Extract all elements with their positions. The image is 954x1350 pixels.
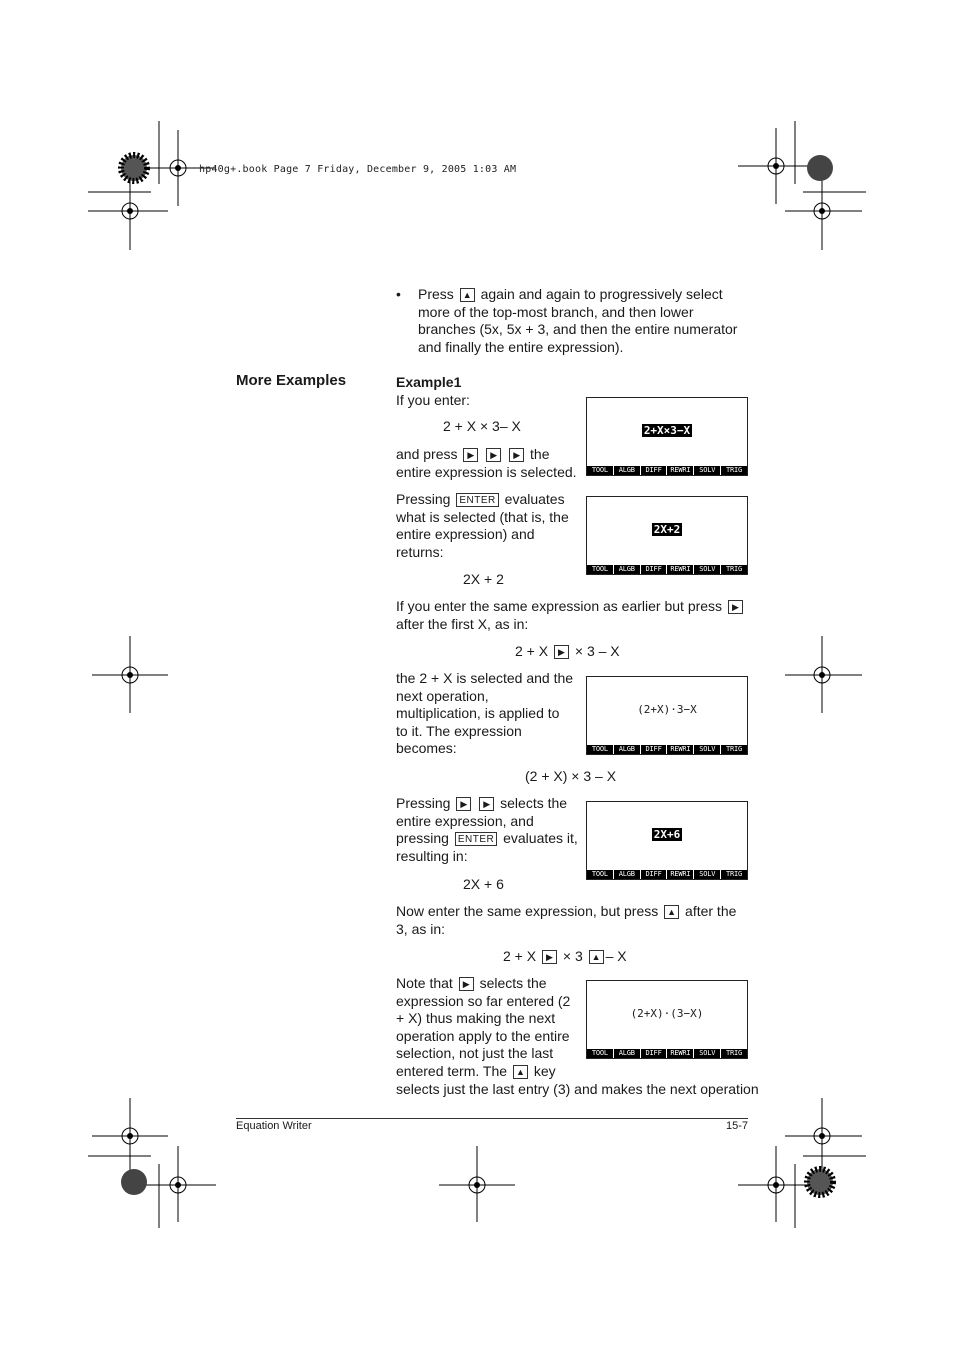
menu-solv: SOLV xyxy=(694,870,720,879)
right-key-icon: ▶ xyxy=(554,645,569,659)
right-key-icon: ▶ xyxy=(479,797,494,811)
right-key-icon: ▶ xyxy=(456,797,471,811)
menu-diff: DIFF xyxy=(641,745,667,754)
menu-trig: TRIG xyxy=(721,1049,747,1058)
text: entire expression, and xyxy=(396,812,534,829)
text: to it. The expression xyxy=(396,722,522,739)
up-key-icon: ▲ xyxy=(460,288,475,302)
text: selects the xyxy=(500,795,568,811)
para-and-press xyxy=(396,446,581,481)
menu-diff: DIFF xyxy=(641,1049,667,1058)
bullet-press: Press xyxy=(418,286,454,302)
menu-tool: TOOL xyxy=(587,466,613,475)
enter-key-icon: ENTER xyxy=(456,493,498,507)
up-key-icon: ▲ xyxy=(664,905,679,919)
menu-solv: SOLV xyxy=(694,565,720,574)
menu-trig: TRIG xyxy=(721,870,747,879)
calculator-screen-1 xyxy=(586,397,748,476)
expression-4 xyxy=(503,948,627,966)
right-key-icon: ▶ xyxy=(728,600,743,614)
right-key-icon: ▶ xyxy=(463,448,478,462)
text: + X) thus making the next xyxy=(396,1010,556,1027)
expression-2 xyxy=(515,643,620,661)
right-key-icon: ▶ xyxy=(486,448,501,462)
text: next operation, xyxy=(396,687,489,704)
para-selected xyxy=(396,670,581,758)
text: entered term. The xyxy=(396,1062,508,1079)
text: entire expression) and xyxy=(396,526,535,543)
enter-key-icon: ENTER xyxy=(455,832,497,846)
text: after the xyxy=(685,903,737,919)
text: and press xyxy=(396,446,458,462)
menu-solv: SOLV xyxy=(694,1049,720,1058)
screen-menu xyxy=(587,1049,747,1058)
text: Pressing xyxy=(396,491,451,507)
screen-menu xyxy=(587,466,747,475)
footer-rule xyxy=(236,1118,748,1119)
calculator-screen-5 xyxy=(586,980,748,1059)
menu-rewri: REWRI xyxy=(667,565,693,574)
right-key-icon: ▶ xyxy=(459,977,474,991)
text: evaluates it, xyxy=(503,830,578,847)
example-title: Example1 xyxy=(396,374,462,390)
text: Now enter the same expression, but press xyxy=(396,903,659,919)
menu-rewri: REWRI xyxy=(667,745,693,754)
text: Note that xyxy=(396,975,453,991)
screen-menu xyxy=(587,565,747,574)
calculator-screen-2 xyxy=(586,496,748,575)
menu-tool: TOOL xyxy=(587,565,613,574)
text: – X xyxy=(605,948,627,964)
menu-algb: ALGB xyxy=(614,565,640,574)
menu-trig: TRIG xyxy=(721,565,747,574)
para-pressing-right xyxy=(396,795,581,865)
menu-rewri: REWRI xyxy=(667,466,693,475)
up-key-icon: ▲ xyxy=(589,950,604,964)
menu-trig: TRIG xyxy=(721,745,747,754)
section-title: More Examples xyxy=(236,372,347,389)
menu-trig: TRIG xyxy=(721,466,747,475)
menu-tool: TOOL xyxy=(587,1049,613,1058)
menu-rewri: REWRI xyxy=(667,870,693,879)
para-pressing-enter xyxy=(396,491,581,561)
text: key xyxy=(533,1062,556,1079)
right-key-icon: ▶ xyxy=(509,448,524,462)
menu-algb: ALGB xyxy=(614,870,640,879)
menu-tool: TOOL xyxy=(587,745,613,754)
text: resulting in: xyxy=(396,847,468,864)
para-now-enter xyxy=(396,903,756,938)
para-note-that xyxy=(396,975,581,1081)
bullet-line-2: more of the top-most branch, and then lower xyxy=(418,303,694,320)
calculator-screen-3 xyxy=(586,676,748,755)
screen-expression: (2+X)·3−X xyxy=(637,703,697,716)
screen-expression: 2+X×3−X xyxy=(643,424,691,437)
text: the 2 + X is selected and the xyxy=(396,670,574,686)
right-key-icon: ▶ xyxy=(542,950,557,964)
result-1: 2X + 2 xyxy=(463,571,504,587)
text: entire expression is selected. xyxy=(396,463,577,480)
text: after the first X, as in: xyxy=(396,615,529,632)
para-note-cont: selects just the last entry (3) and makes the next operation xyxy=(396,1081,759,1097)
screen-menu xyxy=(587,870,747,879)
text: expression so far entered (2 xyxy=(396,992,571,1009)
text: the xyxy=(530,446,550,462)
text: pressing xyxy=(396,830,449,847)
text: 3, as in: xyxy=(396,920,446,937)
text: If you enter the same expression as earlier but press xyxy=(396,598,723,614)
footer-page-number: 15-7 xyxy=(726,1120,749,1132)
menu-solv: SOLV xyxy=(694,745,720,754)
screen-menu xyxy=(587,745,747,754)
bullet-marker: • xyxy=(396,286,401,302)
up-key-icon: ▲ xyxy=(513,1065,528,1079)
expression-3: (2 + X) × 3 – X xyxy=(525,768,617,784)
menu-algb: ALGB xyxy=(614,466,640,475)
text: evaluates xyxy=(504,491,565,507)
bullet-text xyxy=(418,286,758,356)
text: multiplication, is applied to xyxy=(396,705,560,722)
text: what is selected (that is, the xyxy=(396,508,569,525)
menu-diff: DIFF xyxy=(641,870,667,879)
para-enter-same xyxy=(396,598,756,633)
text: returns: xyxy=(396,543,444,560)
text: 2 + X xyxy=(503,948,537,964)
result-2: 2X + 6 xyxy=(463,876,504,892)
bullet-line-3: branches (5x, 5x + 3, and then the entire numerator xyxy=(418,321,738,338)
text: becomes: xyxy=(396,740,457,757)
menu-rewri: REWRI xyxy=(667,1049,693,1058)
calculator-screen-4 xyxy=(586,801,748,880)
text: selects the xyxy=(479,975,547,991)
text: operation apply to the entire xyxy=(396,1027,570,1044)
text: × 3 – X xyxy=(574,643,620,659)
bullet-after-key: again and again to progressively select xyxy=(480,286,723,302)
text: × 3 xyxy=(562,948,583,964)
bullet-line-4: and finally the entire expression). xyxy=(418,338,624,355)
text: selection, not just the last xyxy=(396,1045,554,1062)
menu-algb: ALGB xyxy=(614,1049,640,1058)
menu-solv: SOLV xyxy=(694,466,720,475)
screen-expression: 2X+6 xyxy=(653,828,681,841)
footer-chapter: Equation Writer xyxy=(236,1120,312,1132)
menu-tool: TOOL xyxy=(587,870,613,879)
screen-expression: (2+X)·(3−X) xyxy=(630,1007,704,1020)
screen-expression: 2X+2 xyxy=(653,523,681,536)
menu-algb: ALGB xyxy=(614,745,640,754)
text: Pressing xyxy=(396,795,451,811)
print-slug: hp40g+.book Page 7 Friday, December 9, 2005 1:03 AM xyxy=(199,164,517,175)
menu-diff: DIFF xyxy=(641,466,667,475)
text: 2 + X xyxy=(515,643,549,659)
expression-1: 2 + X × 3– X xyxy=(443,418,521,434)
menu-diff: DIFF xyxy=(641,565,667,574)
para-if-you-enter: If you enter: xyxy=(396,392,470,408)
